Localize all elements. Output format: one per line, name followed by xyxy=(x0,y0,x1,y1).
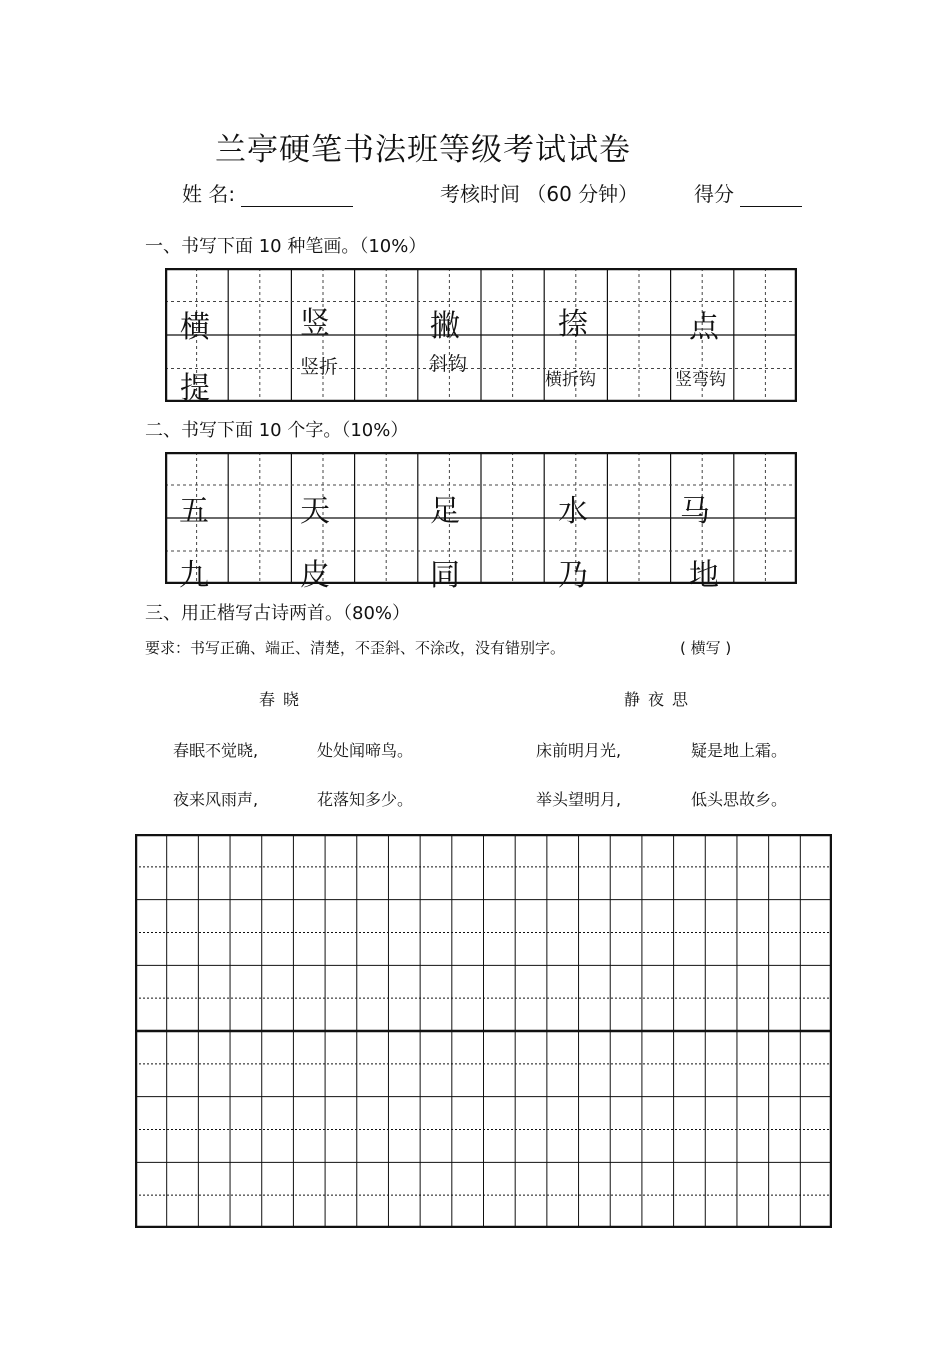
score-label: 得分 xyxy=(694,182,734,206)
grid-char: 撇 xyxy=(430,309,460,344)
name-underline[interactable] xyxy=(241,184,353,207)
requirement-note: ( 横写 ) xyxy=(680,639,732,657)
grid-char: 足 xyxy=(430,494,460,529)
poem-line: 夜来风雨声, xyxy=(173,790,259,809)
grid-char: 九 xyxy=(179,558,209,593)
grid-char: 地 xyxy=(689,558,719,593)
poem-line: 春眠不觉晓, xyxy=(173,741,259,760)
grid-char: 天 xyxy=(300,494,330,529)
section2-heading: 二、书写下面 10 个字。（10%） xyxy=(145,420,409,441)
grid-char: 竖 xyxy=(300,306,330,341)
poem-line: 低头思故乡。 xyxy=(691,790,788,809)
poem-line: 举头望明月, xyxy=(536,790,622,809)
grid-char: 捺 xyxy=(558,307,588,342)
writing-grid-lines xyxy=(135,834,832,1228)
poem1-title: 春晓 xyxy=(259,690,308,709)
poem-line: 花落知多少。 xyxy=(317,790,414,809)
grid-char: 马 xyxy=(680,494,710,529)
score-underline[interactable] xyxy=(740,184,802,207)
requirement-text: 要求：书写正确、端正、清楚，不歪斜、不涂改，没有错别字。 xyxy=(145,639,566,657)
writing-grid[interactable] xyxy=(135,834,832,1228)
poem-line: 疑是地上霜。 xyxy=(691,741,788,760)
grid-char: 皮 xyxy=(300,558,330,593)
poem2-title: 静夜思 xyxy=(624,690,697,709)
poem-line: 床前明月光, xyxy=(536,741,622,760)
name-field[interactable] xyxy=(182,178,353,207)
grid-char: 提 xyxy=(180,371,210,406)
grid-char: 竖折 xyxy=(300,356,339,378)
grid-char: 横 xyxy=(180,310,210,345)
time-label: 考核时间 （60 分钟） xyxy=(440,182,639,206)
grid-char: 点 xyxy=(689,310,719,345)
grid-char: 斜钩 xyxy=(429,353,468,375)
grid-char: 横折钩 xyxy=(545,370,596,390)
character-grid[interactable] xyxy=(165,452,797,593)
exam-title: 兰亭硬笔书法班等级考试试卷 xyxy=(215,132,631,168)
poem-line: 处处闻啼鸟。 xyxy=(317,741,414,760)
score-field[interactable] xyxy=(694,178,802,207)
grid-char: 同 xyxy=(430,558,460,593)
section1-heading: 一、书写下面 10 种笔画。（10%） xyxy=(145,236,427,257)
name-label: 姓 名: xyxy=(182,182,236,206)
stroke-grid[interactable] xyxy=(165,268,797,406)
grid-char: 水 xyxy=(558,494,588,529)
section3-heading: 三、用正楷写古诗两首。（80%） xyxy=(145,603,411,624)
grid-char: 竖弯钩 xyxy=(675,370,726,390)
grid-char: 乃 xyxy=(558,558,588,593)
grid-char: 五 xyxy=(179,494,209,529)
